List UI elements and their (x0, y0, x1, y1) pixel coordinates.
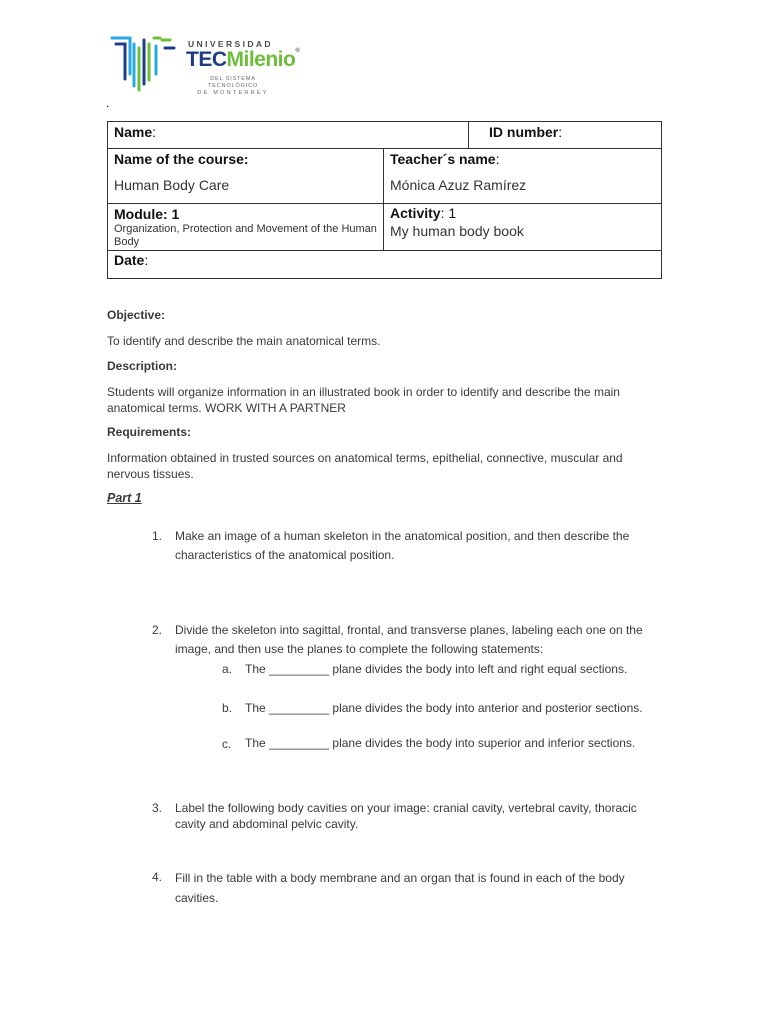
teacher-label: Teacher´s name: (390, 151, 500, 167)
module-value: Organization, Protection and Movement of the Human Body (114, 223, 377, 248)
activity-value: My human body book (390, 223, 524, 239)
item-number: 2. (152, 623, 163, 637)
course-value: Human Body Care (114, 177, 230, 193)
subitem-text: The _________ plane divides the body into anterior and posterior sections. (245, 701, 643, 715)
objective-text: To identify and describe the main anatomical terms. (107, 334, 381, 348)
logo-milenio-text: Milenio (226, 48, 296, 71)
date-cell[interactable] (107, 250, 662, 279)
course-cell (107, 148, 384, 204)
module-cell (107, 203, 384, 251)
item-number: 1. (152, 529, 163, 543)
item-number: 4. (152, 870, 163, 884)
teacher-value: Mónica Azuz Ramírez (390, 177, 527, 193)
part-heading: Part 1 (107, 491, 142, 505)
requirements-heading: Requirements: (107, 425, 192, 439)
course-label: Name of the course: (114, 151, 249, 167)
teacher-cell (383, 148, 662, 204)
student-info-table (107, 121, 662, 279)
list-item: Fill in the table with a body membrane and an organ that is found in each of the body cavities. (175, 871, 625, 905)
logo-subtitle-line1: DEL SISTEMA TECNOLÓGICO (207, 76, 259, 89)
module-label: Module: 1 (114, 206, 180, 222)
stray-dot: . (106, 96, 110, 110)
date-label: Date: (114, 252, 149, 268)
requirements-text: Information obtained in trusted sources on anatomical terms, epithelial, connective, muscular and nervous tissues. (107, 451, 623, 481)
id-number-cell[interactable] (468, 121, 662, 149)
item-number: 3. (152, 801, 163, 815)
logo-tec-text: TEC (186, 48, 227, 71)
name-label: Name: (114, 124, 157, 140)
university-logo (110, 34, 300, 96)
list-item: Label the following body cavities on your image: cranial cavity, vertebral cavity, thoracic cavity and abdominal pelvic cavity. (175, 801, 637, 831)
name-cell[interactable] (107, 121, 469, 149)
subitem-letter: c. (222, 737, 232, 751)
description-heading: Description: (107, 359, 178, 373)
logo-subtitle (190, 76, 276, 97)
logo-emblem-icon (110, 34, 180, 96)
logo-universidad-text: UNIVERSIDAD (188, 39, 273, 49)
subitem-text: The _________ plane divides the body into superior and inferior sections. (245, 736, 636, 750)
activity-label: Activity: 1 (390, 205, 457, 221)
list-item: Make an image of a human skeleton in the anatomical position, and then describe the characteristics of the anatomical position. (175, 529, 630, 562)
objective-heading: Objective: (107, 308, 166, 322)
id-number-label: ID number: (489, 124, 563, 140)
activity-cell (383, 203, 662, 251)
subitem-letter: b. (222, 701, 233, 715)
logo-wordmark: TECMilenio® (186, 48, 300, 71)
description-text: Students will organize information in an illustrated book in order to identify and describe the main anatomical terms. WORK WITH A PARTNER (107, 385, 620, 415)
logo-subtitle-line2: DE MONTERREY (197, 90, 269, 96)
list-item: Divide the skeleton into sagittal, frontal, and transverse planes, labeling each one on the image, and then use the planes to complete the following statements: (175, 623, 643, 656)
subitem-text: The _________ plane divides the body into left and right equal sections. (245, 662, 628, 676)
subitem-letter: a. (222, 662, 233, 676)
